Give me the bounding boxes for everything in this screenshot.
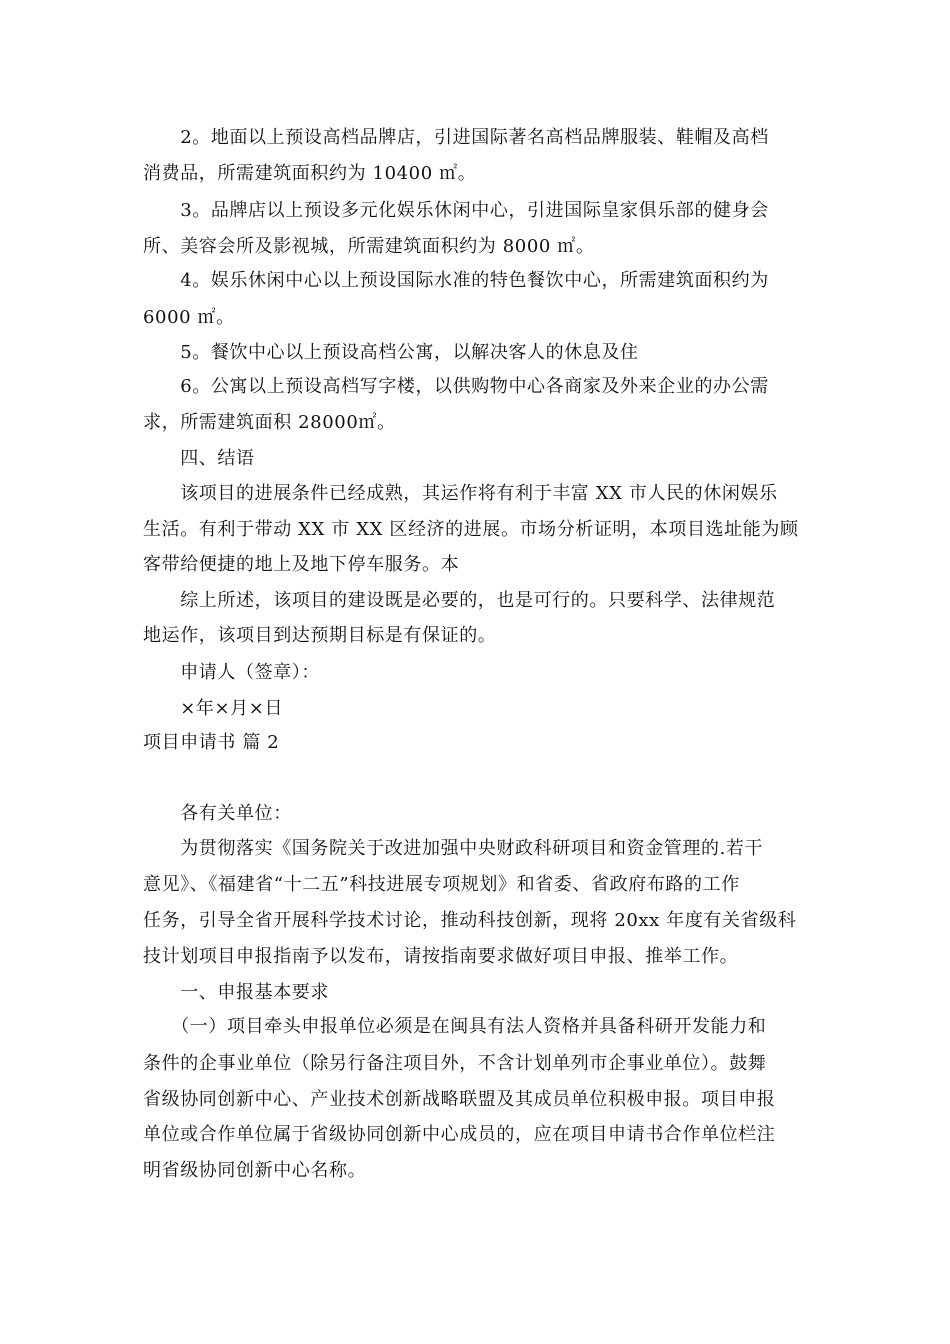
text-line: 意见》、《福建省“十二五”科技进展专项规划》和省委、省政府布路的工作 xyxy=(143,874,740,895)
text-line: 明省级协同创新中心名称。 xyxy=(143,1160,367,1181)
text-line: 技计划项目申报指南予以发布，请按指南要求做好项目申报、推举工作。 xyxy=(143,946,739,967)
text-line: （一）项目牵头申报单位必须是在闽具有法人资格并具备科研开发能力和 xyxy=(143,1016,767,1037)
section-heading: 四、结语 xyxy=(143,448,255,469)
text-line: 5。餐饮中心以上预设高档公寓，以解决客人的休息及住 xyxy=(143,342,639,363)
text-line: 客带给便捷的地上及地下停车服务。本 xyxy=(143,554,460,575)
text-line: 生活。有利于带动 XX 市 XX 区经济的进展。市场分析证明，本项目选址能为顾 xyxy=(143,519,799,540)
document-title: 项目申请书 篇 2 xyxy=(143,732,280,753)
text-line: 6000 ㎡。 xyxy=(143,307,235,328)
text-line: 4。娱乐休闲中心以上预设国际水准的特色餐饮中心，所需建筑面积约为 xyxy=(143,270,769,291)
salutation: 各有关单位： xyxy=(143,803,292,824)
text-line: 2。地面以上预设高档品牌店，引进国际著名高档品牌服装、鞋帽及高档 xyxy=(143,127,769,148)
text-line: 单位或合作单位属于省级协同创新中心成员的，应在项目申请书合作单位栏注 xyxy=(143,1124,776,1145)
text-line: 所、美容会所及影视城，所需建筑面积约为 8000 ㎡。 xyxy=(143,236,595,257)
signature-label: 申请人（签章）： xyxy=(143,662,320,683)
text-line: 综上所述，该项目的建设既是必要的，也是可行的。只要科学、法律规范 xyxy=(143,590,776,611)
text-line: 消费品，所需建筑面积约为 10400 ㎡。 xyxy=(143,163,477,184)
text-line: 为贯彻落实《国务院关于改进加强中央财政科研项目和资金管理的.若干 xyxy=(143,838,764,859)
text-line: 地运作，该项目到达预期目标是有保证的。 xyxy=(143,625,497,646)
text-line: 该项目的进展条件已经成熟，其运作将有利于丰富 XX 市人民的休闲娱乐 xyxy=(143,483,778,504)
text-line: 求，所需建筑面积 28000㎡。 xyxy=(143,412,396,433)
text-line: 条件的企事业单位（除另行备注项目外，不含计划单列市企事业单位）。鼓舞 xyxy=(143,1053,767,1074)
text-line: 任务，引导全省开展科学技术讨论，推动科技创新，现将 20xx 年度有关省级科 xyxy=(143,910,797,931)
text-line: 省级协同创新中心、产业技术创新战略联盟及其成员单位积极申报。项目申报 xyxy=(143,1089,776,1110)
section-heading: 一、申报基本要求 xyxy=(143,982,329,1003)
text-line: 3。品牌店以上预设多元化娱乐休闲中心，引进国际皇家俱乐部的健身会 xyxy=(143,200,769,221)
text-line: 6。公寓以上预设高档写字楼，以供购物中心各商家及外来企业的办公需 xyxy=(143,376,769,397)
date-line: ×年×月×日 xyxy=(143,698,284,719)
